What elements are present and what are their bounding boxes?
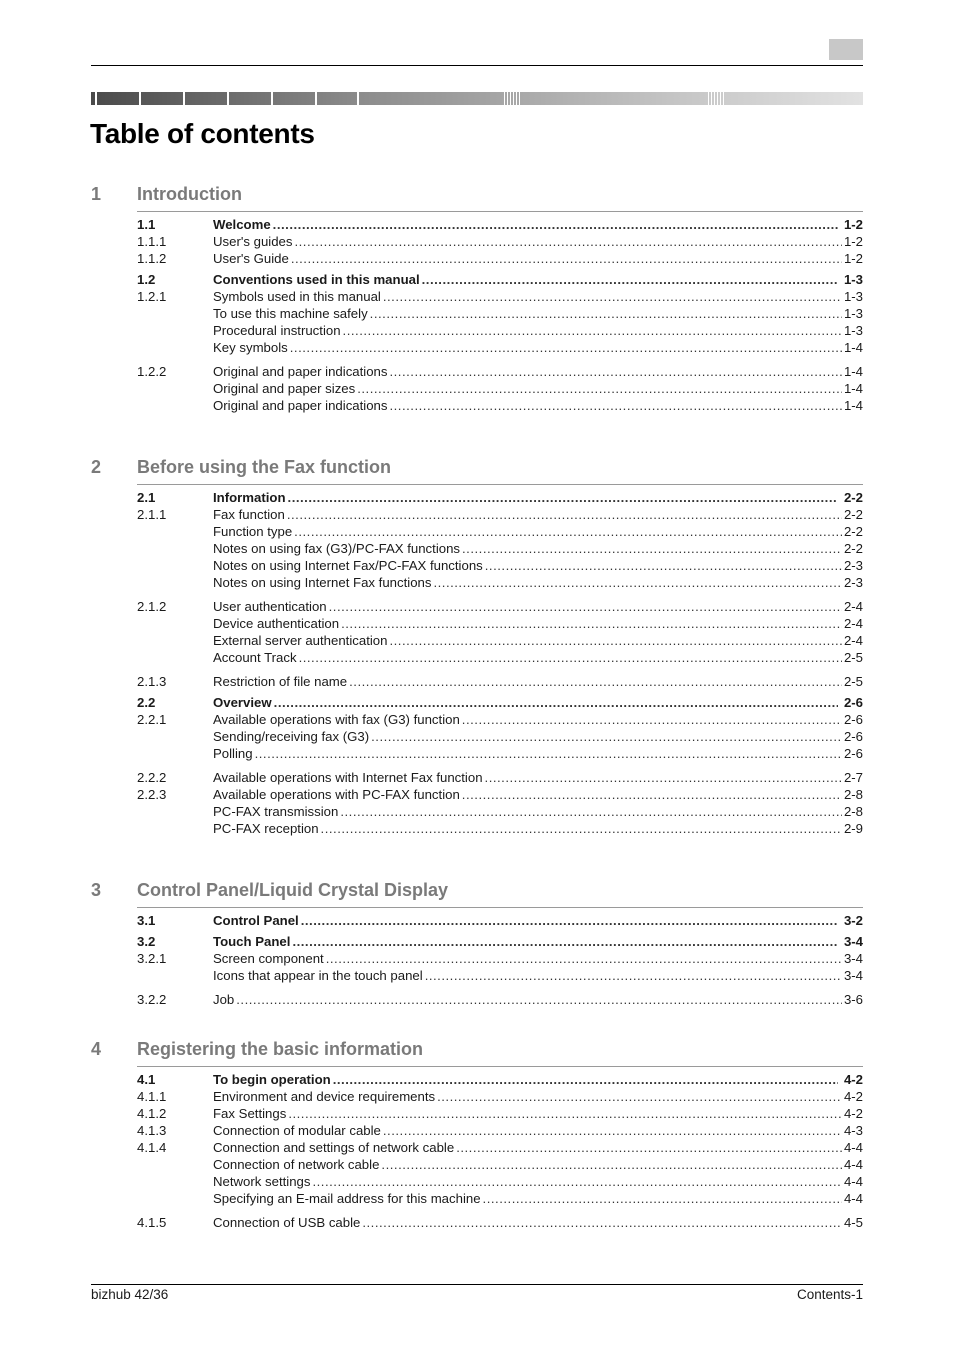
section-title: Sending/receiving fax (G3) — [213, 729, 370, 744]
toc-entry[interactable] — [0, 1156, 954, 1173]
entry-leader — [213, 967, 863, 984]
entry-leader — [213, 745, 863, 762]
page-ref: 1-2 — [843, 217, 863, 232]
section-number: 1.1.2 — [137, 251, 167, 266]
chapter-title: Control Panel/Liquid Crystal Display — [137, 880, 449, 900]
chapter-heading[interactable] — [0, 184, 954, 210]
section-number: 2.2.2 — [137, 770, 167, 785]
entry-leader — [213, 786, 863, 803]
toc-entry[interactable] — [0, 615, 954, 632]
page-ref: 1-2 — [843, 234, 863, 249]
entry-leader — [213, 728, 863, 745]
page-ref: 2-8 — [843, 804, 863, 819]
section-title: User's guides — [213, 234, 293, 249]
toc-entry[interactable] — [0, 745, 954, 762]
section-title: Connection of network cable — [213, 1157, 380, 1172]
chapter-rule — [137, 1066, 863, 1067]
entry-leader — [213, 216, 863, 233]
section-title: Restriction of file name — [213, 674, 348, 689]
dot-leader — [389, 397, 841, 414]
toc-entry[interactable] — [0, 1105, 954, 1122]
page-ref: 2-6 — [843, 729, 863, 744]
section-title: Icons that appear in the touch panel — [213, 968, 423, 983]
toc-entry[interactable] — [0, 728, 954, 745]
entry-leader — [213, 933, 863, 950]
section-title: Device authentication — [213, 616, 340, 631]
page-ref: 1-3 — [843, 306, 863, 321]
section-title: Original and paper indications — [213, 398, 388, 413]
section-number: 1.2.2 — [137, 364, 167, 379]
chapter-title: Registering the basic information — [137, 1039, 424, 1059]
section-title: Connection and settings of network cable — [213, 1140, 455, 1155]
section-title: Screen component — [213, 951, 324, 966]
entry-leader — [213, 673, 863, 690]
toc-entry[interactable] — [0, 598, 954, 615]
chapter-entries — [0, 1071, 954, 1231]
toc-entry[interactable] — [0, 769, 954, 786]
toc-entry[interactable] — [0, 967, 954, 984]
entry-leader — [213, 694, 863, 711]
dot-leader — [433, 574, 841, 591]
entry-leader — [213, 557, 863, 574]
dot-leader — [273, 216, 838, 233]
section-title: Available operations with fax (G3) function — [213, 712, 460, 727]
section-title: Fax Settings — [213, 1106, 287, 1121]
toc-entry[interactable] — [0, 912, 954, 929]
dot-leader — [301, 912, 838, 929]
section-title: Notes on using Internet Fax functions — [213, 575, 432, 590]
toc-entry[interactable] — [0, 339, 954, 356]
toc-entry[interactable] — [0, 305, 954, 322]
entry-leader — [213, 615, 863, 632]
section-title: User's Guide — [213, 251, 289, 266]
dot-leader — [462, 540, 842, 557]
chapter-entries — [0, 489, 954, 837]
section-title: Available operations with PC-FAX function — [213, 787, 460, 802]
entry-leader — [213, 233, 863, 250]
chapter-entries — [0, 216, 954, 414]
chapter-rule — [137, 211, 863, 212]
page-ref: 1-4 — [843, 364, 863, 379]
section-number: 1.1 — [137, 217, 156, 232]
section-title: To use this machine safely — [213, 306, 368, 321]
toc-entry[interactable] — [0, 711, 954, 728]
toc-entry[interactable] — [0, 649, 954, 666]
entry-leader — [213, 574, 863, 591]
section-number: 3.1 — [137, 913, 156, 928]
section-number: 4.1.4 — [137, 1140, 167, 1155]
dot-leader — [341, 615, 842, 632]
entry-leader — [213, 803, 863, 820]
dot-leader — [383, 1122, 842, 1139]
section-number: 2.2.1 — [137, 712, 167, 727]
dot-leader — [370, 305, 842, 322]
chapter-heading[interactable] — [0, 457, 954, 483]
dot-leader — [389, 363, 841, 380]
section-title: Original and paper indications — [213, 364, 388, 379]
entry-leader — [213, 305, 863, 322]
chapter-number: 3 — [91, 880, 102, 900]
dot-leader — [255, 745, 842, 762]
page-ref: 2-5 — [843, 674, 863, 689]
dot-leader — [329, 598, 842, 615]
section-title: Symbols used in this manual — [213, 289, 381, 304]
page-ref: 2-5 — [843, 650, 863, 665]
section-title: Welcome — [213, 217, 271, 232]
dot-leader — [343, 322, 842, 339]
section-title: Account Track — [213, 650, 297, 665]
page-ref: 4-4 — [843, 1191, 863, 1206]
section-number: 1.2.1 — [137, 289, 167, 304]
page-ref: 4-5 — [843, 1215, 863, 1230]
entry-leader — [213, 363, 863, 380]
dot-leader — [381, 1156, 842, 1173]
section-title: Specifying an E-mail address for this machine — [213, 1191, 481, 1206]
page-ref: 2-3 — [843, 575, 863, 590]
footer-page-number: Contents-1 — [796, 1287, 863, 1302]
chapter-section — [0, 457, 954, 837]
section-title: Notes on using fax (G3)/PC-FAX functions — [213, 541, 461, 556]
dot-leader — [292, 933, 838, 950]
page-ref: 3-4 — [843, 968, 863, 983]
section-title: Fax function — [213, 507, 285, 522]
toc-entry[interactable] — [0, 250, 954, 267]
dot-leader — [288, 489, 838, 506]
section-title: Conventions used in this manual — [213, 272, 420, 287]
section-title: Touch Panel — [213, 934, 291, 949]
page-ref: 2-3 — [843, 558, 863, 573]
toc-entry[interactable] — [0, 803, 954, 820]
dot-leader — [371, 728, 842, 745]
dot-leader — [287, 506, 842, 523]
page-ref: 2-2 — [843, 541, 863, 556]
page-ref: 2-2 — [843, 507, 863, 522]
dot-leader — [274, 694, 838, 711]
page-ref: 1-4 — [843, 381, 863, 396]
section-title: User authentication — [213, 599, 327, 614]
entry-leader — [213, 1156, 863, 1173]
toc-entry[interactable] — [0, 288, 954, 305]
section-title: External server authentication — [213, 633, 388, 648]
page-ref: 1-4 — [843, 398, 863, 413]
entry-leader — [213, 380, 863, 397]
entry-leader — [213, 506, 863, 523]
section-number: 2.1 — [137, 490, 156, 505]
section-number: 2.2.3 — [137, 787, 167, 802]
dot-leader — [389, 632, 841, 649]
entry-leader — [213, 1190, 863, 1207]
page-ref: 3-4 — [843, 934, 863, 949]
section-title: Information — [213, 490, 286, 505]
entry-leader — [213, 540, 863, 557]
dot-leader — [485, 557, 842, 574]
chapter-heading[interactable] — [0, 880, 954, 906]
entry-leader — [213, 598, 863, 615]
chapter-rule — [137, 484, 863, 485]
chapter-number: 4 — [91, 1039, 102, 1059]
page-ref: 2-4 — [843, 616, 863, 631]
dot-leader — [483, 1190, 842, 1207]
toc-entry[interactable] — [0, 489, 954, 506]
entry-leader — [213, 632, 863, 649]
page-ref: 4-4 — [843, 1174, 863, 1189]
page-ref: 1-3 — [843, 323, 863, 338]
section-title: Control Panel — [213, 913, 299, 928]
dot-leader — [462, 711, 842, 728]
page-ref: 2-2 — [843, 490, 863, 505]
section-title: Key symbols — [213, 340, 288, 355]
dot-leader — [294, 523, 842, 540]
dot-leader — [294, 233, 841, 250]
section-title: Function type — [213, 524, 293, 539]
page-ref: 4-4 — [843, 1157, 863, 1172]
section-title: Network settings — [213, 1174, 311, 1189]
page-corner-tab — [829, 39, 863, 60]
dot-leader — [321, 820, 842, 837]
toc-entry[interactable] — [0, 380, 954, 397]
entry-leader — [213, 820, 863, 837]
entry-leader — [213, 339, 863, 356]
toc-entry[interactable] — [0, 1173, 954, 1190]
entry-leader — [213, 991, 863, 1008]
entry-leader — [213, 1105, 863, 1122]
toc-entry[interactable] — [0, 632, 954, 649]
toc-entry[interactable] — [0, 694, 954, 711]
toc-entry[interactable] — [0, 216, 954, 233]
chapter-section — [0, 184, 954, 414]
dot-leader — [422, 271, 838, 288]
section-number: 2.2 — [137, 695, 156, 710]
page-ref: 2-6 — [843, 746, 863, 761]
entry-leader — [213, 1088, 863, 1105]
dot-leader — [456, 1139, 842, 1156]
toc-entry[interactable] — [0, 540, 954, 557]
decorative-gradient-bar — [91, 92, 863, 105]
toc-entry[interactable] — [0, 950, 954, 967]
dot-leader — [362, 1214, 842, 1231]
section-title: Connection of USB cable — [213, 1215, 361, 1230]
entry-leader — [213, 1214, 863, 1231]
section-title: PC-FAX transmission — [213, 804, 339, 819]
chapter-entries — [0, 912, 954, 1008]
page-title: Table of contents — [90, 118, 315, 149]
page-ref: 2-6 — [843, 695, 863, 710]
entry-leader — [213, 1139, 863, 1156]
section-title: Connection of modular cable — [213, 1123, 381, 1138]
page-ref: 2-7 — [843, 770, 863, 785]
section-number: 2.1.2 — [137, 599, 167, 614]
dot-leader — [288, 1105, 842, 1122]
page-ref: 4-4 — [843, 1140, 863, 1155]
toc-entry[interactable] — [0, 933, 954, 950]
entry-leader — [213, 912, 863, 929]
entry-leader — [213, 322, 863, 339]
section-title: Job — [213, 992, 235, 1007]
toc-entry[interactable] — [0, 1122, 954, 1139]
page-ref: 2-2 — [843, 524, 863, 539]
section-number: 4.1.3 — [137, 1123, 167, 1138]
toc-entry[interactable] — [0, 820, 954, 837]
section-title: To begin operation — [213, 1072, 331, 1087]
section-number: 1.1.1 — [137, 234, 167, 249]
entry-leader — [213, 769, 863, 786]
dot-leader — [236, 991, 842, 1008]
dot-leader — [485, 769, 842, 786]
chapter-number: 1 — [91, 184, 102, 204]
page-ref: 2-9 — [843, 821, 863, 836]
toc-entry[interactable] — [0, 363, 954, 380]
dot-leader — [357, 380, 842, 397]
section-number: 3.2.2 — [137, 992, 167, 1007]
section-number: 1.2 — [137, 272, 156, 287]
header-rule — [91, 65, 863, 66]
entry-leader — [213, 489, 863, 506]
entry-leader — [213, 649, 863, 666]
page-ref: 1-2 — [843, 251, 863, 266]
page-ref: 3-4 — [843, 951, 863, 966]
entry-leader — [213, 397, 863, 414]
dot-leader — [312, 1173, 841, 1190]
toc-entry[interactable] — [0, 322, 954, 339]
section-number: 2.1.3 — [137, 674, 167, 689]
dot-leader — [340, 803, 842, 820]
section-title: Overview — [213, 695, 272, 710]
toc-entry[interactable] — [0, 786, 954, 803]
dot-leader — [291, 250, 842, 267]
toc-entry[interactable] — [0, 1190, 954, 1207]
toc-entry[interactable] — [0, 271, 954, 288]
entry-leader — [213, 1173, 863, 1190]
section-number: 2.1.1 — [137, 507, 167, 522]
toc-entry[interactable] — [0, 1088, 954, 1105]
toc-entry[interactable] — [0, 991, 954, 1008]
page-ref: 1-3 — [843, 272, 863, 287]
entry-leader — [213, 271, 863, 288]
section-number: 4.1.2 — [137, 1106, 167, 1121]
toc-entry[interactable] — [0, 233, 954, 250]
section-number: 3.2.1 — [137, 951, 167, 966]
entry-leader — [213, 250, 863, 267]
dot-leader — [349, 673, 842, 690]
chapter-section — [0, 880, 954, 1008]
toc-entry[interactable] — [0, 673, 954, 690]
toc-entry[interactable] — [0, 1214, 954, 1231]
section-title: Procedural instruction — [213, 323, 341, 338]
dot-leader — [383, 288, 842, 305]
entry-leader — [213, 1122, 863, 1139]
page-ref: 2-8 — [843, 787, 863, 802]
toc-entry[interactable] — [0, 557, 954, 574]
chapter-rule — [137, 907, 863, 908]
chapter-heading[interactable] — [0, 1039, 954, 1065]
entry-leader — [213, 288, 863, 305]
section-title: Available operations with Internet Fax function — [213, 770, 483, 785]
dot-leader — [326, 950, 842, 967]
section-title: Polling — [213, 746, 253, 761]
footer-rule — [91, 1284, 863, 1285]
section-number: 3.2 — [137, 934, 156, 949]
dot-leader — [425, 967, 842, 984]
page-ref: 4-2 — [843, 1106, 863, 1121]
section-title: Environment and device requirements — [213, 1089, 436, 1104]
chapter-title: Before using the Fax function — [137, 457, 392, 477]
toc-entry[interactable] — [0, 523, 954, 540]
section-number: 4.1.1 — [137, 1089, 167, 1104]
entry-leader — [213, 711, 863, 728]
entry-leader — [213, 950, 863, 967]
dot-leader — [290, 339, 842, 356]
entry-leader — [213, 1071, 863, 1088]
page-ref: 2-4 — [843, 599, 863, 614]
toc-entry[interactable] — [0, 1071, 954, 1088]
section-title: PC-FAX reception — [213, 821, 319, 836]
footer-product-name: bizhub 42/36 — [91, 1287, 169, 1302]
entry-leader — [213, 523, 863, 540]
page-ref: 2-4 — [843, 633, 863, 648]
toc-entry[interactable] — [0, 574, 954, 591]
page-ref: 3-2 — [843, 913, 863, 928]
page-ref: 4-2 — [843, 1072, 863, 1087]
toc-entry[interactable] — [0, 397, 954, 414]
dot-leader — [462, 786, 842, 803]
section-title: Original and paper sizes — [213, 381, 356, 396]
chapter-title: Introduction — [137, 184, 242, 204]
dot-leader — [437, 1088, 842, 1105]
page-ref: 1-4 — [843, 340, 863, 355]
dot-leader — [333, 1071, 838, 1088]
page-ref: 1-3 — [843, 289, 863, 304]
section-number: 4.1.5 — [137, 1215, 167, 1230]
chapter-number: 2 — [91, 457, 102, 477]
chapter-section — [0, 1039, 954, 1231]
section-title: Notes on using Internet Fax/PC-FAX functions — [213, 558, 483, 573]
toc-entry[interactable] — [0, 1139, 954, 1156]
page-ref: 3-6 — [843, 992, 863, 1007]
section-number: 4.1 — [137, 1072, 156, 1087]
toc-entry[interactable] — [0, 506, 954, 523]
page-ref: 4-2 — [843, 1089, 863, 1104]
page-ref: 4-3 — [843, 1123, 863, 1138]
dot-leader — [299, 649, 842, 666]
page-ref: 2-6 — [843, 712, 863, 727]
